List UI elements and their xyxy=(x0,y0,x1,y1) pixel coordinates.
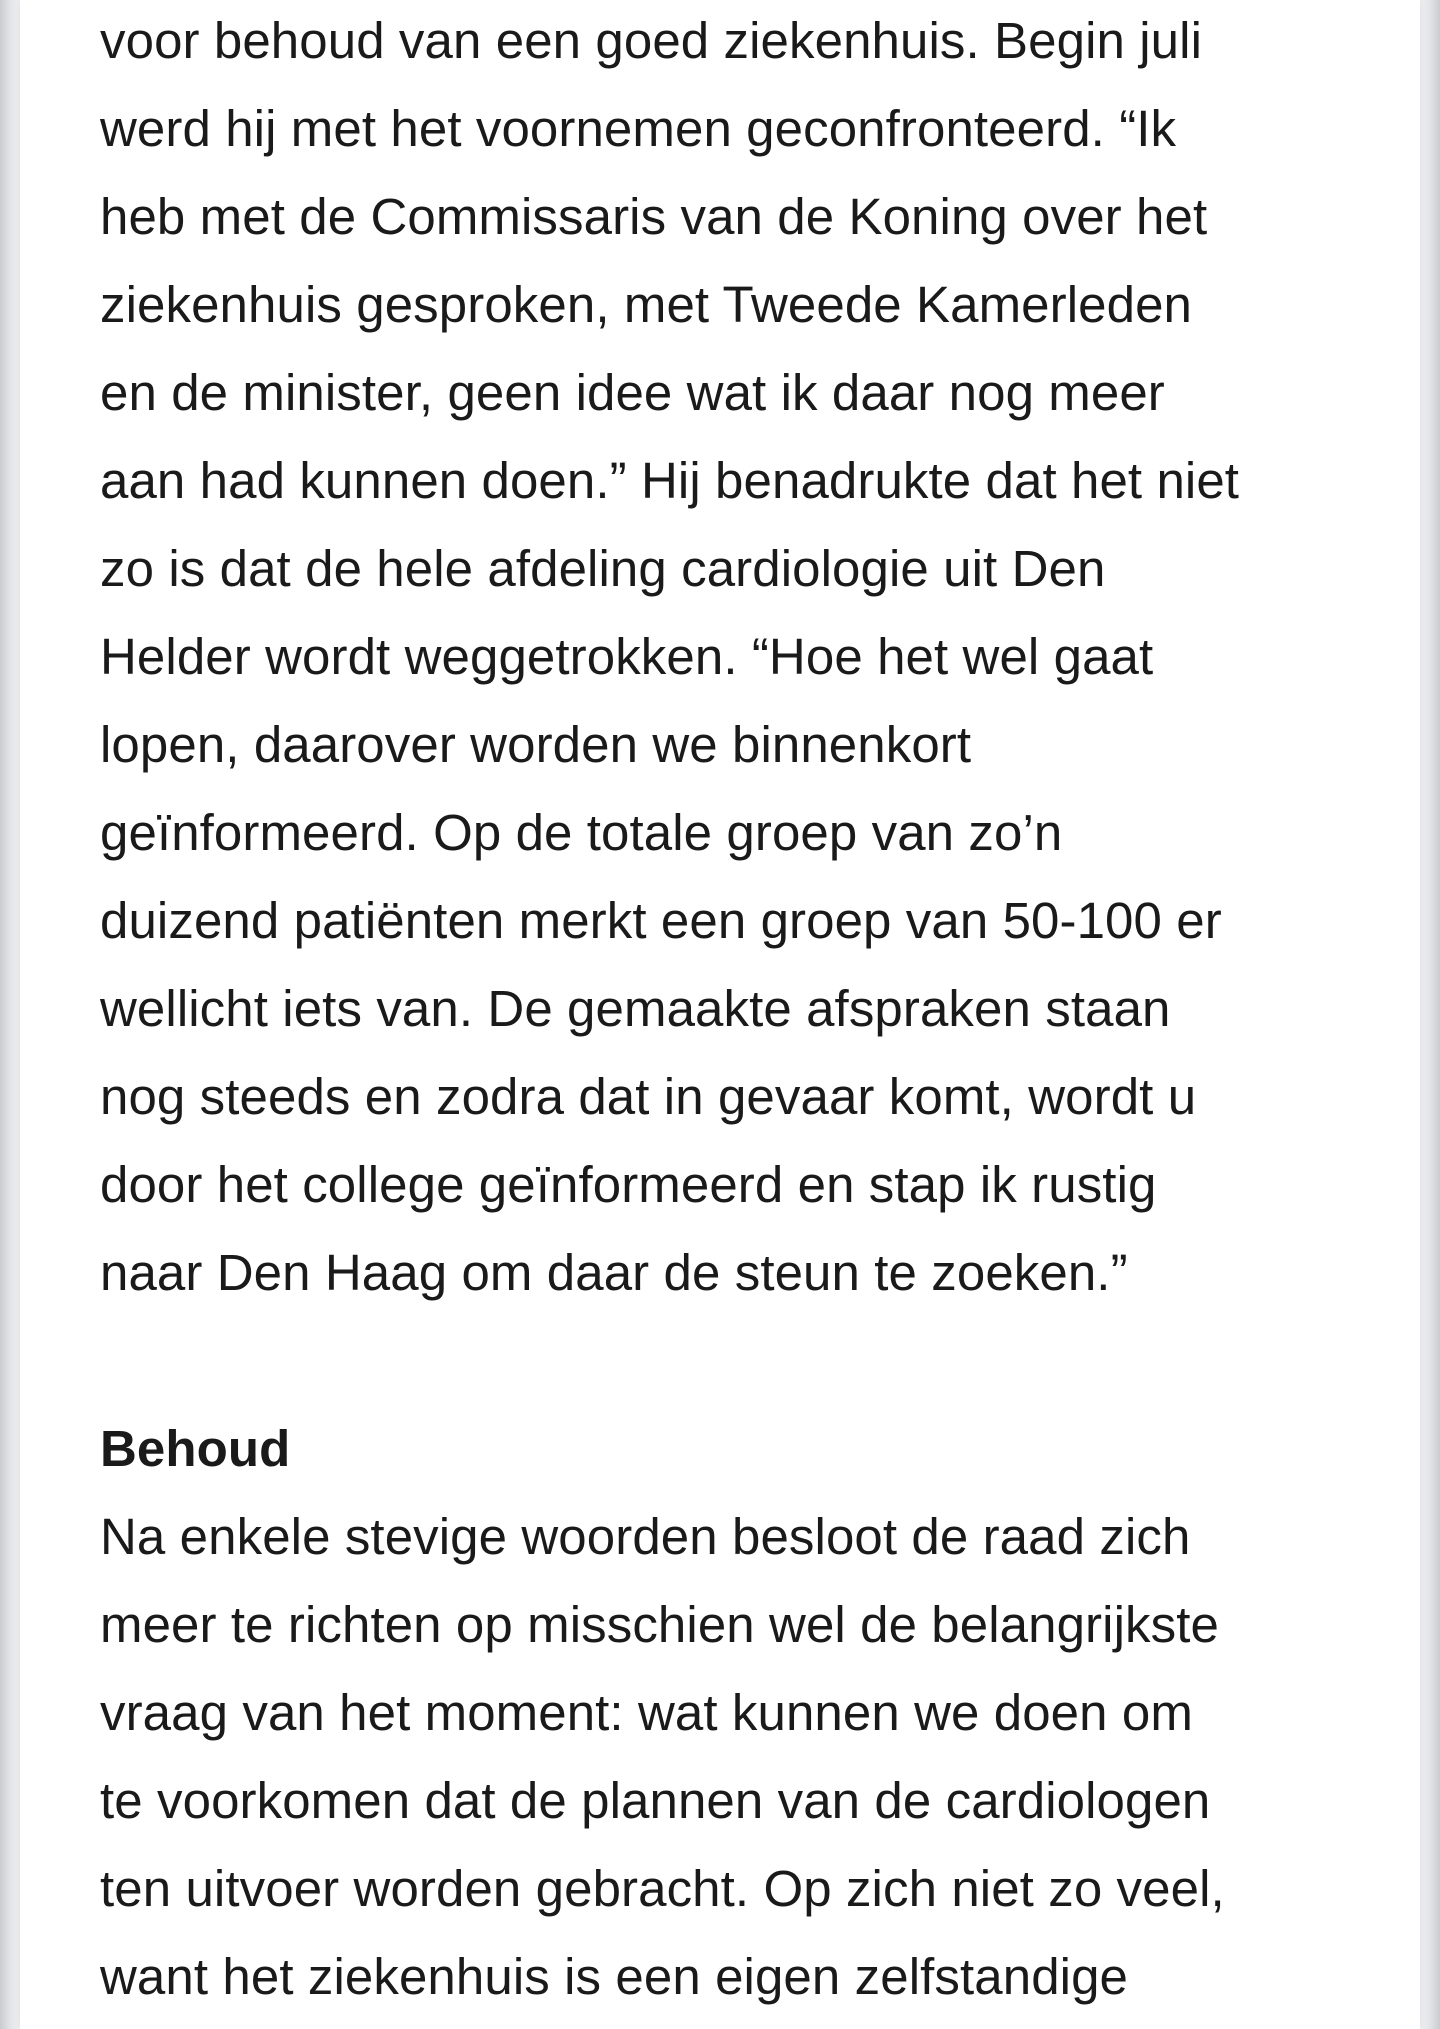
text-line: voor behoud van een goed ziekenhuis. Begin juli xyxy=(100,12,1202,69)
text-line: ten uitvoer worden gebracht. Op zich niet zo veel, xyxy=(100,1860,1225,1917)
text-line: vraag van het moment: wat kunnen we doen om xyxy=(100,1684,1193,1741)
text-line: te voorkomen dat de plannen van de cardiologen xyxy=(100,1772,1211,1829)
text-line: werd hij met het voornemen geconfronteerd. “Ik xyxy=(100,100,1177,157)
text-line: want het ziekenhuis is een eigen zelfstandige xyxy=(100,1948,1129,2005)
text-line: naar Den Haag om daar de steun te zoeken.” xyxy=(100,1244,1128,1301)
text-line: heb met de Commissaris van de Koning over het xyxy=(100,188,1208,245)
paragraph-1 xyxy=(100,0,1370,1317)
page-sheet xyxy=(20,0,1420,2029)
paragraph-2 xyxy=(100,1493,1370,2021)
text-line: en de minister, geen idee wat ik daar nog meer xyxy=(100,364,1165,421)
text-line: lopen, daarover worden we binnenkort xyxy=(100,716,972,773)
section-heading: Behoud xyxy=(100,1420,291,1477)
text-line: geïnformeerd. Op de totale groep van zo’n xyxy=(100,804,1063,861)
text-line: Na enkele stevige woorden besloot de raad zich xyxy=(100,1508,1191,1565)
text-line: Helder wordt weggetrokken. “Hoe het wel gaat xyxy=(100,628,1154,685)
text-line: zo is dat de hele afdeling cardiologie uit Den xyxy=(100,540,1106,597)
text-line: ziekenhuis gesproken, met Tweede Kamerleden xyxy=(100,276,1193,333)
text-line: meer te richten op misschien wel de belangrijkste xyxy=(100,1596,1219,1653)
text-line: wellicht iets van. De gemaakte afspraken staan xyxy=(100,980,1171,1037)
text-line: nog steeds en zodra dat in gevaar komt, wordt u xyxy=(100,1068,1197,1125)
text-line: duizend patiënten merkt een groep van 50-100 er xyxy=(100,892,1222,949)
article-body xyxy=(100,0,1370,2021)
text-line: door het college geïnformeerd en stap ik rustig xyxy=(100,1156,1157,1213)
text-line: aan had kunnen doen.” Hij benadrukte dat het niet xyxy=(100,452,1240,509)
